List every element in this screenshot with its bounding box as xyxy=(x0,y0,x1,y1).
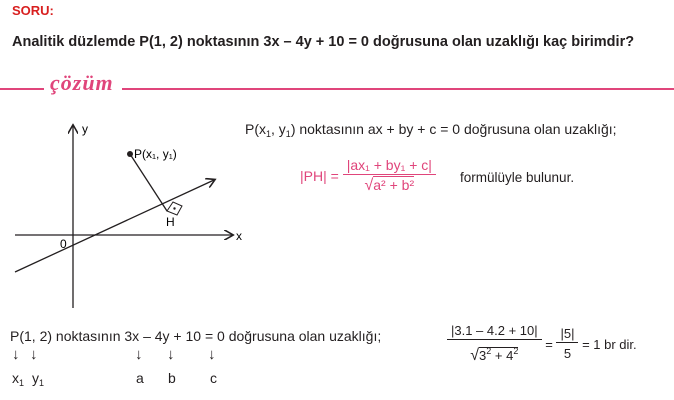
solution-heading: çözüm xyxy=(50,70,114,95)
calc-denominator: $√3^2 + 4^2$ xyxy=(470,346,519,364)
formula-numerator: |ax₁ + by₁ + c| xyxy=(343,156,436,175)
formula-note: formülüyle bulunur. xyxy=(460,170,575,185)
arrow-y1: ↓ xyxy=(30,346,38,363)
heading-rule-left xyxy=(0,88,44,90)
formula-lhs: |PH| = xyxy=(300,168,339,184)
coef-c: c xyxy=(210,370,217,386)
y-axis-label: y xyxy=(82,122,88,136)
calc-numerator: |3.1 – 4.2 + 10| xyxy=(447,322,542,340)
calc-fraction xyxy=(447,322,542,367)
arrow-b: ↓ xyxy=(167,346,175,363)
application-sentence: P(1, 2) noktasının 3x – 4y + 10 = 0 doğrusuna olan uzaklığı; xyxy=(10,328,382,344)
formula-fraction xyxy=(343,156,436,196)
point-p-label: P(x₁, y₁) xyxy=(134,147,177,161)
calc-fraction-2-denominator: 5 xyxy=(563,345,572,361)
coef-a: a xyxy=(136,370,144,386)
distance-calculation xyxy=(447,322,637,367)
arrow-x1: ↓ xyxy=(12,346,20,363)
x-axis-label: x xyxy=(236,229,242,243)
line-ax-by-c xyxy=(15,180,214,272)
calc-equals: = xyxy=(545,337,553,352)
coef-y1: $y_1$ xyxy=(32,370,45,388)
arrow-a: ↓ xyxy=(135,346,143,363)
foot-h-label: H xyxy=(166,215,175,229)
calc-fraction-2-numerator: |5| xyxy=(556,325,578,343)
distance-diagram xyxy=(0,118,240,318)
heading-rule-right xyxy=(122,88,674,90)
calc-result: = 1 br dir. xyxy=(582,337,637,352)
point-p xyxy=(127,151,133,157)
coef-b: b xyxy=(168,370,176,386)
formula-denominator: √a² + b² xyxy=(364,177,415,194)
coef-x1: $x_1$ xyxy=(12,370,25,388)
formula-intro: $P(x_1$, $y_1$) noktasının ax + by + c = 0 doğrusuna olan uzaklığı; xyxy=(245,121,617,139)
origin-label: 0 xyxy=(60,237,67,251)
question-label: SORU: xyxy=(12,3,54,18)
perpendicular-segment xyxy=(130,154,167,211)
calc-fraction-2 xyxy=(556,325,578,365)
right-angle-dot xyxy=(173,207,175,209)
distance-formula xyxy=(300,156,436,196)
arrow-c: ↓ xyxy=(208,346,216,363)
question-text: Analitik düzlemde P(1, 2) noktasının 3x – 4y + 10 = 0 doğrusuna olan uzaklığı kaç birimdir? xyxy=(12,34,635,50)
